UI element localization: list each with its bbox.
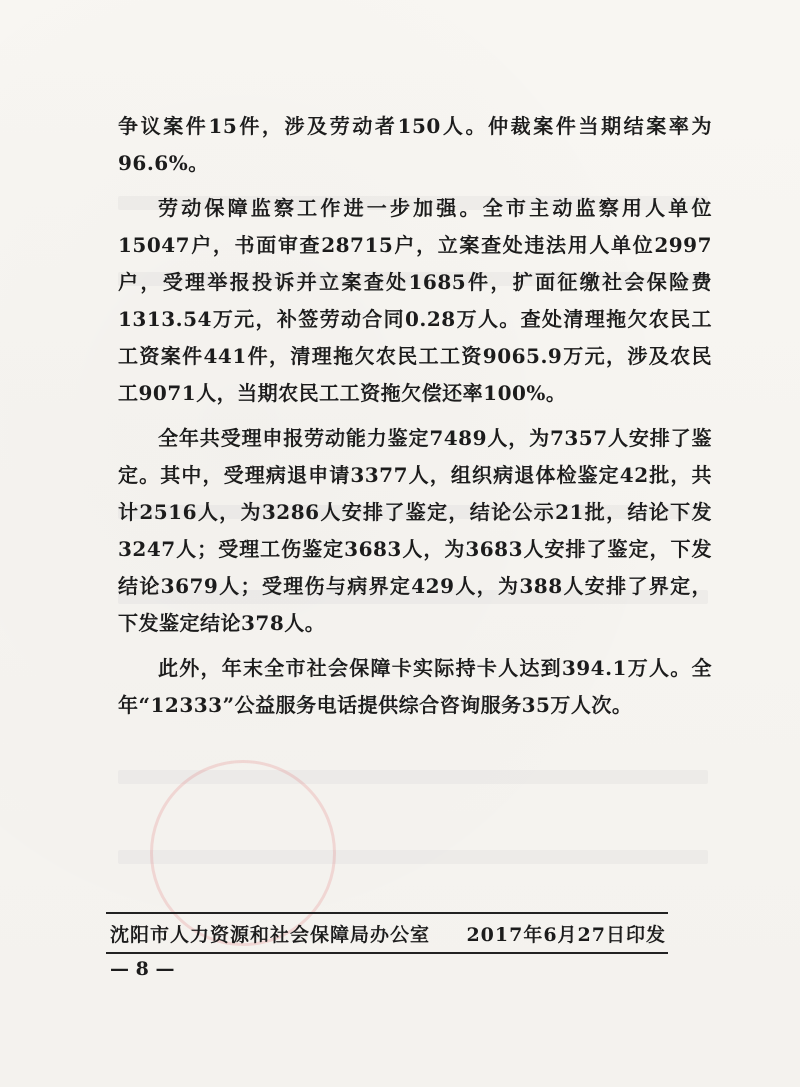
issue-date: 2017年6月27日印发 bbox=[466, 924, 666, 946]
footer-rule-top bbox=[106, 912, 668, 914]
body-text bbox=[118, 108, 712, 732]
footer-rule-bottom bbox=[106, 952, 668, 954]
paragraph-social-security-card: 此外，年末全市社会保障卡实际持卡人达到394.1万人。全年“12333”公益服务电话提供综合咨询服务35万人次。 bbox=[118, 656, 712, 717]
page-number: — 8 — bbox=[110, 958, 175, 980]
faint-stamp-mark bbox=[150, 760, 336, 946]
issuing-office: 沈阳市人力资源和社会保障局办公室 bbox=[110, 924, 431, 946]
paragraph-arbitration: 争议案件15件，涉及劳动者150人。仲裁案件当期结案率为96.6%。 bbox=[118, 114, 712, 175]
paragraph-labor-inspection: 劳动保障监察工作进一步加强。全市主动监察用人单位15047户，书面审查28715户，立案查处违法用人单位2997户，受理举报投诉并立案查处1685件，扩面征缴社会保险费1313.54万元，补签劳动合同0.28万人。查处清理拖欠农民工工资案件441件，清理拖欠农民工工资9065.9万元，涉及农民工9071人，当期农民工工资拖欠偿还率100%。 bbox=[118, 196, 712, 405]
paragraph-ability-appraisal: 全年共受理申报劳动能力鉴定7489人，为7357人安排了鉴定。其中，受理病退申请3377人，组织病退体检鉴定42批，共计2516人，为3286人安排了鉴定，结论公示21批，结论下发3247人；受理工伤鉴定3683人，为3683人安排了鉴定，下发结论3679人；受理伤与病界定429人，为388人安排了界定，下发鉴定结论378人。 bbox=[118, 426, 712, 635]
